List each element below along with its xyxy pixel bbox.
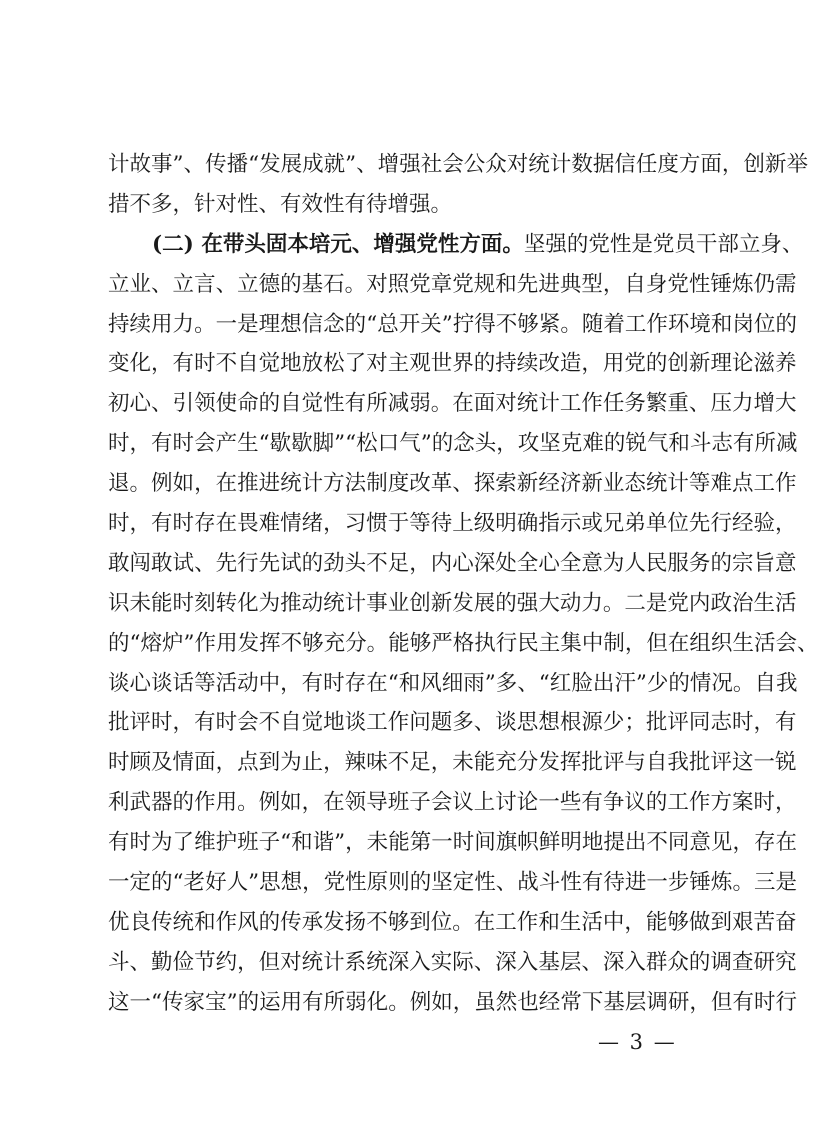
text-line: 批 评 时 ， 有 时 会 不 自 觉 地 谈 工 作 问 题 多 、 谈 思 想 根 源 少 ； 批 评 同 志 时 ， 有 bbox=[108, 710, 797, 736]
text-line: 计 故 事 ” 、 传 播 “ 发 展 成 就 ” 、 增 强 社 会 公 众 对 统 计 数 据 信 任 度 方 面 ， 创 新 举 bbox=[108, 152, 808, 177]
section-heading-line bbox=[108, 228, 804, 268]
text-line: 立 业 、 立 言 、 立 德 的 基 石 。 对 照 党 章 党 规 和 先 进 典 型 ， 自 身 党 性 锤 炼 仍 需 bbox=[108, 271, 797, 297]
text-line: 有 时 为 了 维 护 班 子 “ 和 谐 ” ， 未 能 第 一 时 间 旗 帜 鲜 明 地 提 出 不 同 意 见 ， 存 在 bbox=[108, 830, 797, 856]
text-line: 敢 闯 敢 试 、 先 行 先 试 的 劲 头 不 足 ， 内 心 深 处 全 心 全 意 为 人 民 服 务 的 宗 旨 意 bbox=[108, 550, 797, 576]
text-line: 时 顾 及 情 面 ， 点 到 为 止 ， 辣 味 不 足 ， 未 能 充 分 发 挥 批 评 与 自 我 批 评 这 一 锐 bbox=[108, 750, 797, 776]
document-body bbox=[108, 148, 819, 1026]
text-line: 变 化 ， 有 时 不 自 觉 地 放 松 了 对 主 观 世 界 的 持 续 改 造 ， 用 党 的 创 新 理 论 滋 养 bbox=[108, 351, 797, 377]
text-line: 持 续 用 力 。 一 是 理 想 信 念 的 “ 总 开 关 ” 拧 得 不 够 紧 。 随 着 工 作 环 境 和 岗 位 的 bbox=[108, 311, 797, 337]
text-line: 坚强的党性是党员干部立身、 bbox=[523, 231, 804, 257]
text-line: 退 。 例 如 ， 在 推 进 统 计 方 法 制 度 改 革 、 探 索 新 经 济 新 业 态 统 计 等 难 点 工 作 bbox=[108, 471, 797, 497]
text-line: 谈 心 谈 话 等 活 动 中 ， 有 时 存 在 “ 和 风 细 雨 ” 多 、 “ 红 脸 出 汗 ” 少 的 情 况 。 自 我 bbox=[108, 670, 798, 696]
text-line: 识 未 能 时 刻 转 化 为 推 动 统 计 事 业 创 新 发 展 的 强 大 动 力 。 二 是 党 内 政 治 生 活 bbox=[108, 590, 797, 616]
text-line: 时 ， 有 时 存 在 畏 难 情 绪 ， 习 惯 于 等 待 上 级 明 确 指 示 或 兄 弟 单 位 先 行 经 验 ， bbox=[108, 511, 797, 537]
text-line: 初 心 、 引 领 使 命 的 自 觉 性 有 所 减 弱 。 在 面 对 统 计 工 作 任 务 繁 重 、 压 力 增 大 bbox=[108, 391, 797, 417]
section-heading: (二) 在带头固本培元、增强党性方面。 bbox=[152, 231, 524, 257]
text-line: 的 “ 熔 炉 ” 作 用 发 挥 不 够 充 分 。 能 够 严 格 执 行 民 主 集 中 制 ， 但 在 组 织 生 活 会 、 bbox=[108, 630, 819, 656]
text-line: 利 武 器 的 作 用 。 例 如 ， 在 领 导 班 子 会 议 上 讨 论 一 些 有 争 议 的 工 作 方 案 时 ， bbox=[108, 790, 797, 816]
text-line: 一 定 的 “ 老 好 人 ” 思 想 ， 党 性 原 则 的 坚 定 性 、 战 斗 性 有 待 进 一 步 锤 炼 。 三 是 bbox=[108, 870, 797, 896]
text-line: 斗 、 勤 俭 节 约 ， 但 对 统 计 系 统 深 入 实 际 、 深 入 基 层 、 深 入 群 众 的 调 查 研 究 bbox=[108, 949, 797, 975]
text-line: 措不多，针对性、有效性有待增强。 bbox=[108, 191, 453, 217]
text-line: 这 一 “ 传 家 宝 ” 的 运 用 有 所 弱 化 。 例 如 ， 虽 然 也 经 常 下 基 层 调 研 ， 但 有 时 行 bbox=[108, 989, 797, 1015]
text-line: 时 ， 有 时 会 产 生 “ 歇 歇 脚 ” “ 松 口 气 ” 的 念 头 ， 攻 坚 克 难 的 锐 气 和 斗 志 有 所 减 bbox=[108, 431, 798, 457]
text-line: 优 良 传 统 和 作 风 的 传 承 发 扬 不 够 到 位 。 在 工 作 和 生 活 中 ， 能 够 做 到 艰 苦 奋 bbox=[108, 909, 797, 935]
page-number: — 3 — bbox=[598, 1030, 677, 1054]
